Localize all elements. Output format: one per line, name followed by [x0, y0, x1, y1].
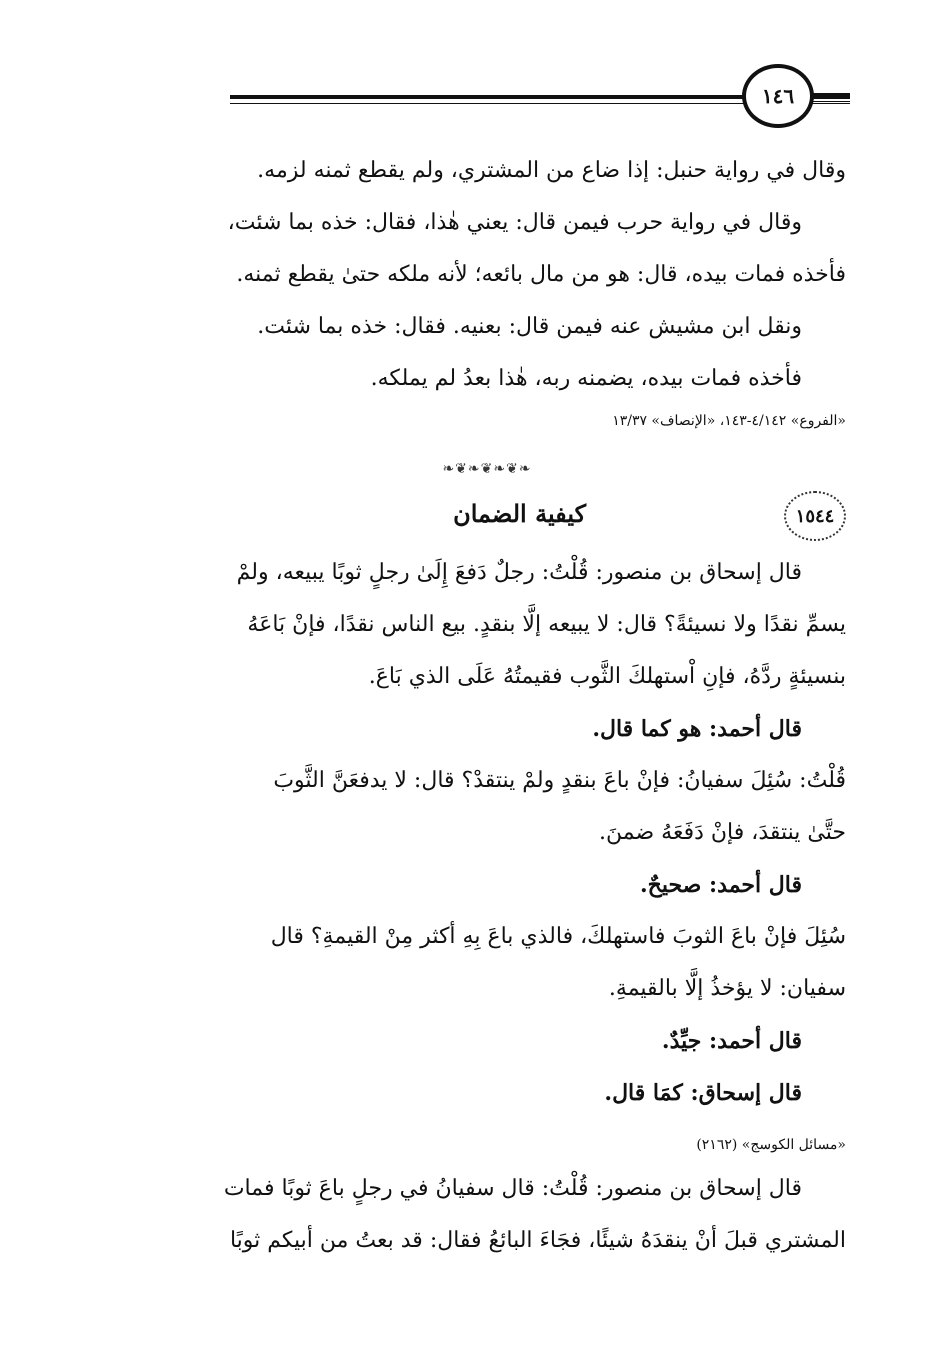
text-line: المشتري قبلَ أنْ ينقدَهُ شيئًا، فجَاءَ البائعُ فقال: قد بعتُ من أبيكم ثوبًا	[229, 1228, 846, 1253]
page-header	[120, 60, 850, 130]
text-line: قال أحمد: هو كما قال.	[592, 716, 802, 742]
text-line: سفيان: لا يؤخذُ إلَّا بالقيمةِ.	[608, 976, 846, 1001]
text-line: فأخذه فمات بيده، قال: هو من مال بائعه؛ لأنه ملكه حتىٰ يقطع ثمنه.	[236, 262, 846, 287]
text-line: فأخذه فمات بيده، يضمنه ربه، هٰذا بعدُ لم يملكه.	[370, 366, 802, 391]
section-heading	[128, 489, 846, 547]
page-number: ١٤٦	[742, 64, 814, 128]
header-rule-right-thin	[810, 101, 850, 102]
header-rule-right	[810, 93, 850, 96]
reference-citation: «مسائل الكوسج» (٢١٦٢)	[696, 1137, 846, 1153]
text-line: سُئِلَ فإنْ باعَ الثوبَ فاستهلكَ، فالذي باعَ بِهِ أكثر مِنْ القيمةِ؟ قال	[270, 924, 846, 949]
section-number-badge: ١٥٤٤	[784, 491, 846, 541]
section-title: كيفية الضمان	[453, 499, 586, 528]
text-line: حتَّىٰ ينتقدَ، فإنْ دَفَعَهُ ضمنَ.	[599, 820, 846, 845]
text-line: بنسيئةٍ ردَّهُ، فإنِ اْستهلكَ الثَّوب فقيمتُهُ عَلَى الذي بَاعَ.	[368, 664, 846, 689]
page-content	[128, 145, 846, 1267]
section-divider-ornament: ❧❦❧❦❧❦❧	[442, 461, 532, 477]
text-line: قُلْتُ: سُئِلَ سفيانُ: فإنْ باعَ بنقدٍ ولمْ ينتقدْ؟ قال: لا يدفعَنَّ الثَّوبَ	[273, 768, 846, 793]
text-line: وقال في رواية حنبل: إذا ضاع من المشتري، ولم يقطع ثمنه لزمه.	[257, 158, 846, 183]
text-line: قال إسحاق: كمَا قال.	[604, 1080, 802, 1106]
text-line: يسمِّ نقدًا ولا نسيئةً؟ قال: لا يبيعه إلَّا بنقدٍ. بيع الناس نقدًا، فإنْ بَاعَهُ	[247, 612, 846, 637]
reference-citation: «الفروع» ٤/١٤٢-١٤٣، «الإنصاف» ١٣/٣٧	[612, 413, 846, 429]
text-line: قال إسحاق بن منصور: قُلْتُ: رجلٌ دَفعَ إِلَىٰ رجلٍ ثوبًا يبيعه، ولمْ	[236, 560, 802, 585]
text-line: قال أحمد: صحيحٌ.	[639, 872, 802, 898]
text-line: وقال في رواية حرب فيمن قال: يعني هٰذا، فقال: خذه بما شئت،	[227, 210, 802, 235]
text-line: قال إسحاق بن منصور: قُلْتُ: قال سفيانُ في رجلٍ باعَ ثوبًا فمات	[223, 1176, 802, 1201]
text-line: قال أحمد: جيِّدٌ.	[661, 1028, 802, 1054]
text-line: ونقل ابن مشيش عنه فيمن قال: بعنيه. فقال: خذه بما شئت.	[257, 314, 802, 339]
